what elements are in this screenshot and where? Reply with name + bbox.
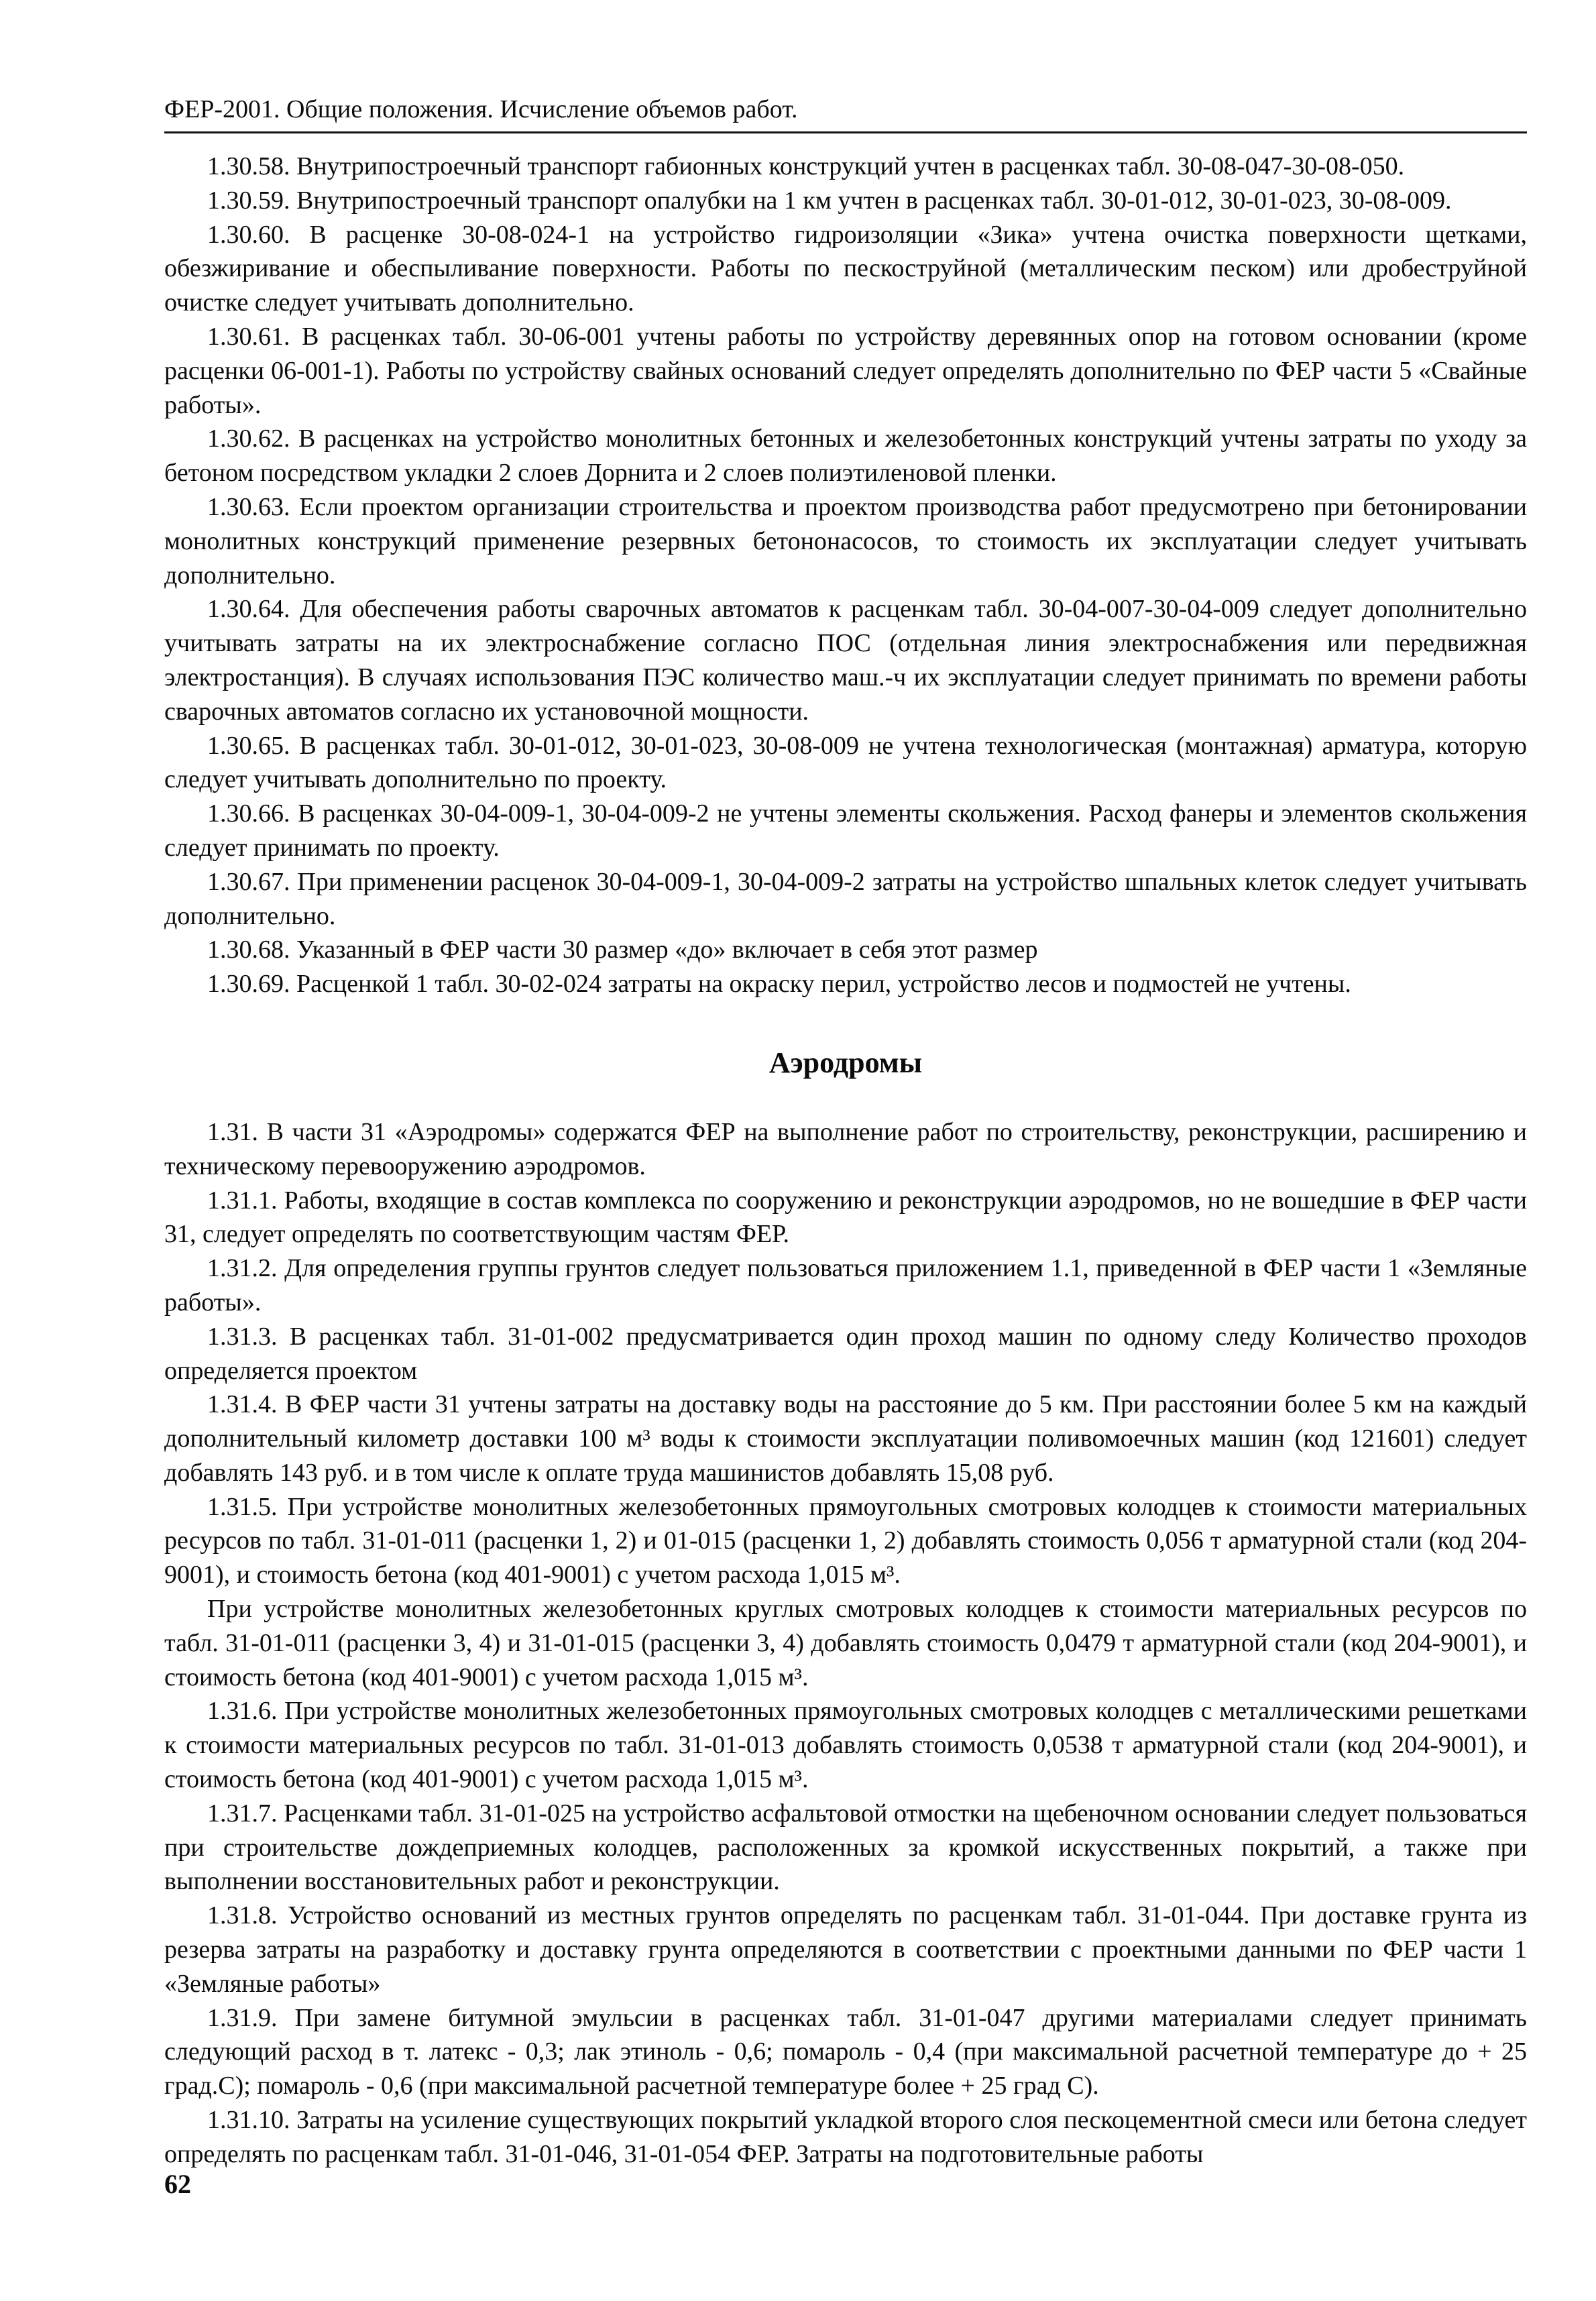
paragraph-1-30-59: 1.30.59. Внутрипостроечный транспорт опалубки на 1 км учтен в расценках табл. 30-01-012, 30-01-023, 30-08-009.: [207, 186, 1452, 215]
paragraph-1-31-5: 1.31.5. При устройстве монолитных железобетонных прямоугольных смотровых колодцев к стоимости материальных ресурсов по табл. 31-01-011 (расценки 1, 2) и 01-015 (расценки 1, 2) добавлять стоимость 0,056 т арматурной стали (код 204-9001), и стоимость бетона (код 401-9001) с учетом расхода 1,015 м³.: [164, 1492, 1527, 1589]
paragraph-1-30-68: 1.30.68. Указанный в ФЕР части 30 размер «до» включает в себя этот размер: [207, 936, 1038, 964]
section-heading: Аэродромы: [768, 1046, 923, 1079]
paragraph-1-30-61: 1.30.61. В расценках табл. 30-06-001 учтены работы по устройству деревянных опор на готовом основании (кроме расценки 06-001-1). Работы по устройству свайных оснований следует определять дополнительно по ФЕР части 5 «Свайные работы».: [164, 322, 1527, 419]
document-body: [164, 150, 1527, 2172]
paragraph-1-30-64: 1.30.64. Для обеспечения работы сварочных автоматов к расценкам табл. 30-04-007-30-04-009 следует дополнительно учитывать затраты на их электроснабжение согласно ПОС (отдельная линия электроснабжения или передвижная электростанция). В случаях использования ПЭС количество маш.-ч их эксплуатации следует принимать по времени работы сварочных автоматов согласно их установочной мощности.: [164, 595, 1527, 726]
paragraph-1-31-5-cont: При устройстве монолитных железобетонных круглых смотровых колодцев к стоимости материальных ресурсов по табл. 31-01-011 (расценки 3, 4) и 31-01-015 (расценки 3, 4) добавлять стоимость 0,0479 т арматурной стали (код 204-9001), и стоимость бетона (код 401-9001) с учетом расхода 1,015 м³.: [164, 1595, 1527, 1691]
paragraph-1-30-58: 1.30.58. Внутрипостроечный транспорт габионных конструкций учтен в расценках табл. 30-08-047-30-08-050.: [207, 152, 1405, 180]
paragraph-1-31-10: 1.31.10. Затраты на усиление существующих покрытий укладкой второго слоя пескоцементной смеси или бетона следует определять по расценкам табл. 31-01-046, 31-01-054 ФЕР. Затраты на подготовительные работы: [164, 2106, 1527, 2168]
paragraph-1-31-3: 1.31.3. В расценках табл. 31-01-002 предусматривается один проход машин по одному следу Количество проходов определяется проектом: [164, 1322, 1527, 1385]
paragraph-1-31-9: 1.31.9. При замене битумной эмульсии в расценках табл. 31-01-047 другими материалами следует принимать следующий расход в т. латекс - 0,3; лак этиноль - 0,6; помароль - 0,4 (при максимальной расчетной температуре до + 25 град.С); помароль - 0,6 (при максимальной расчетной температуре более + 25 град С).: [164, 2003, 1527, 2100]
paragraph-1-31: 1.31. В части 31 «Аэродромы» содержатся ФЕР на выполнение работ по строительству, реконструкции, расширению и техническому перевооружению аэродромов.: [164, 1117, 1527, 1180]
paragraph-1-30-60: 1.30.60. В расценке 30-08-024-1 на устройство гидроизоляции «Зика» учтена очистка поверхности щетками, обезжиривание и обеспыливание поверхности. Работы по пескоструйной (металлическим песком) или дробеструйной очистке следует учитывать дополнительно.: [164, 220, 1527, 317]
paragraph-1-31-2: 1.31.2. Для определения группы грунтов следует пользоваться приложением 1.1, приведенной в ФЕР части 1 «Земляные работы».: [164, 1254, 1527, 1316]
header-rule: [164, 131, 1527, 133]
paragraph-1-31-8: 1.31.8. Устройство оснований из местных грунтов определять по расценкам табл. 31-01-044. При доставке грунта из резерва затраты на разработку и доставку грунта определяются в соответствии с проектными данными по ФЕР части 1 «Земляные работы»: [164, 1901, 1527, 1998]
paragraph-1-31-6: 1.31.6. При устройстве монолитных железобетонных прямоугольных смотровых колодцев с металлическими решетками к стоимости материальных ресурсов по табл. 31-01-013 добавлять стоимость 0,0538 т арматурной стали (код 204-9001), и стоимость бетона (код 401-9001) с учетом расхода 1,015 м³.: [164, 1697, 1527, 1794]
paragraph-1-30-69: 1.30.69. Расценкой 1 табл. 30-02-024 затраты на окраску перил, устройство лесов и подмостей не учтены.: [207, 970, 1351, 999]
running-header: ФЕР-2001. Общие положения. Исчисление объемов работ.: [164, 95, 798, 123]
paragraph-1-31-4: 1.31.4. В ФЕР части 31 учтены затраты на доставку воды на расстояние до 5 км. При расстоянии более 5 км на каждый дополнительный километр доставки 100 м³ воды к стоимости эксплуатации поливомоечных машин (код 121601) следует добавлять 143 руб. и в том числе к оплате труда машинистов добавлять 15,08 руб.: [164, 1390, 1527, 1487]
paragraph-1-30-65: 1.30.65. В расценках табл. 30-01-012, 30-01-023, 30-08-009 не учтена технологическая (монтажная) арматура, которую следует учитывать дополнительно по проекту.: [164, 731, 1527, 794]
paragraph-1-31-1: 1.31.1. Работы, входящие в состав комплекса по сооружению и реконструкции аэродромов, но не вошедшие в ФЕР части 31, следует определять по соответствующим частям ФЕР.: [164, 1186, 1527, 1249]
paragraph-1-30-63: 1.30.63. Если проектом организации строительства и проектом производства работ предусмотрено при бетонировании монолитных конструкций применение резервных бетононасосов, то стоимость их эксплуатации следует учитывать дополнительно.: [164, 492, 1527, 590]
paragraph-1-31-7: 1.31.7. Расценками табл. 31-01-025 на устройство асфальтовой отмостки на щебеночном основании следует пользоваться при строительстве дождеприемных колодцев, расположенных за кромкой искусственных покрытий, а также при выполнении восстановительных работ и реконструкции.: [164, 1799, 1527, 1896]
paragraph-1-30-67: 1.30.67. При применении расценок 30-04-009-1, 30-04-009-2 затраты на устройство шпальных клеток следует учитывать дополнительно.: [164, 867, 1527, 930]
paragraph-1-30-62: 1.30.62. В расценках на устройство монолитных бетонных и железобетонных конструкций учтены затраты по уходу за бетоном посредством укладки 2 слоев Дорнита и 2 слоев полиэтиленовой пленки.: [164, 425, 1527, 488]
paragraph-1-30-66: 1.30.66. В расценках 30-04-009-1, 30-04-009-2 не учтены элементы скольжения. Расход фанеры и элементов скольжения следует принимать по проекту.: [164, 799, 1527, 862]
page-number: 62: [164, 2169, 191, 2199]
